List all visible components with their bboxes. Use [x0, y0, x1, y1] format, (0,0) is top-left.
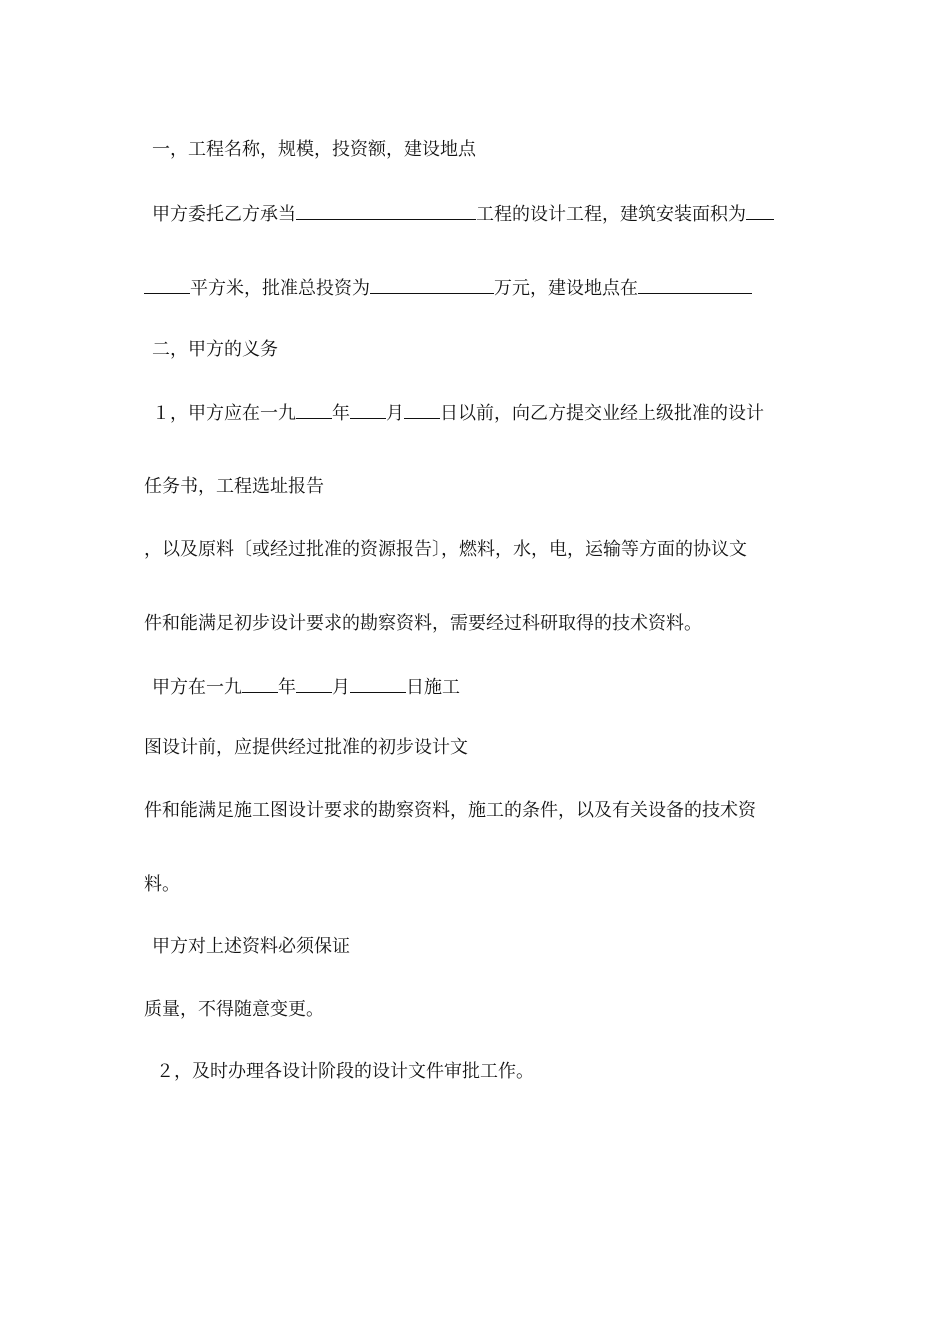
- section-2-heading: 二，甲方的义务: [152, 339, 278, 360]
- item-1-line-5: 甲方在一九 年 月 日施工: [152, 674, 460, 700]
- item-1-line-6: 图设计前，应提供经过批准的初步设计文: [144, 737, 468, 758]
- section-1-heading: 一，工程名称，规模，投资额，建设地点: [152, 139, 476, 160]
- year-blank: [296, 400, 332, 419]
- item-1-line-8: 料。: [144, 874, 180, 895]
- day-blank: [404, 400, 440, 419]
- project-name-blank: [296, 201, 476, 220]
- year-blank-2: [242, 674, 278, 693]
- investment-blank: [370, 275, 494, 294]
- item-1-line-7: 件和能满足施工图设计要求的勘察资料，施工的条件，以及有关设备的技术资: [144, 800, 756, 821]
- day-blank-2: [350, 674, 406, 693]
- section-1-line-2: 平方米，批准总投资为 万元，建设地点在: [144, 275, 752, 301]
- item-1-line-3: ，以及原料〔或经过批准的资源报告〕，燃料，水，电，运输等方面的协议文: [144, 539, 747, 560]
- section-1-line-1: 甲方委托乙方承当 工程的设计工程，建筑安装面积为: [152, 201, 774, 227]
- month-blank-2: [296, 674, 332, 693]
- item-1-line-4: 件和能满足初步设计要求的勘察资料，需要经过科研取得的技术资料。: [144, 613, 702, 634]
- item-1-line-2: 任务书，工程选址报告: [144, 476, 324, 497]
- item-1-line-9: 甲方对上述资料必须保证: [152, 936, 350, 957]
- area-blank-end: [144, 275, 190, 294]
- item-1-line-10: 质量，不得随意变更。: [144, 999, 324, 1020]
- location-blank: [638, 275, 752, 294]
- item-2-line: ２，及时办理各设计阶段的设计文件审批工作。: [156, 1061, 534, 1082]
- month-blank: [350, 400, 386, 419]
- item-1-line-1: １，甲方应在一九 年 月 日以前，向乙方提交业经上级批准的设计: [152, 400, 764, 426]
- area-blank-start: [746, 201, 774, 220]
